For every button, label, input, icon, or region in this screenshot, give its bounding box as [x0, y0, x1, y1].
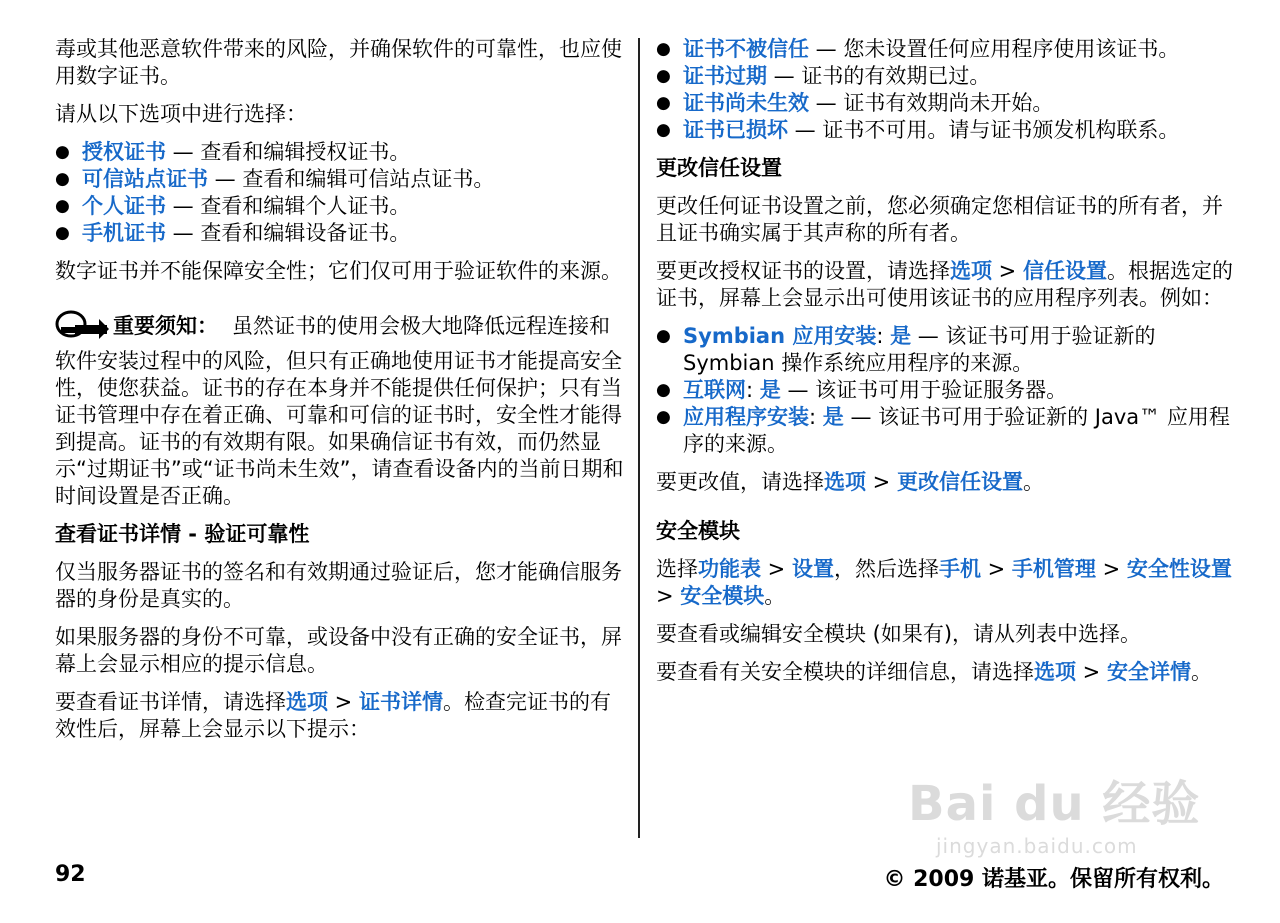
list-item: ● 个人证书 — 查看和编辑个人证书。	[55, 193, 625, 220]
module-edit-text: 要查看或编辑安全模块 (如果有)，请从列表中选择。	[656, 622, 1142, 646]
change-authority-text: 要更改授权证书的设置，请选择选项 > 信任设置。根据选定的证书，屏幕上会显示出可使用该证书的应用程序列表。例如：	[656, 259, 1233, 310]
menu-options[interactable]: 选项	[1034, 660, 1076, 684]
page-number: 92	[55, 862, 86, 887]
menu-options[interactable]: 选项	[824, 470, 866, 494]
certificate-status-list	[656, 36, 1236, 144]
note-text: 虽然证书的使用会极大地降低远程连接和软件安装过程中的风险，但只有正确地使用证书才能提高安全性，使您获益。证书的存在本身并不能提供任何保护；只有当证书管理中存在着正确、可靠和可信的证书时，安全性才能得到提高。证书的有效期有限。如果确信证书有效，而仍然显示“过期证书”或“证书尚未生效”，请查看设备内的当前日期和时间设置是否正确。	[55, 314, 624, 508]
status-not-trusted: 证书不被信任	[683, 37, 809, 61]
app-install: 应用程序安装	[683, 405, 809, 429]
server-verify-text: 仅当服务器证书的签名和有效期通过验证后，您才能确信服务器的身份是真实的。	[55, 560, 622, 611]
list-item: ● 应用程序安装: 是 — 该证书可用于验证新的 Java™ 应用程序的来源。	[656, 404, 1236, 458]
module-details-text: 要查看有关安全模块的详细信息，请选择选项 > 安全详情。	[656, 660, 1212, 684]
app-internet: 互联网	[683, 378, 746, 402]
menu-trust-settings[interactable]: 信任设置	[1022, 259, 1107, 283]
list-item: ● 互联网: 是 — 该证书可用于验证服务器。	[656, 377, 1236, 404]
list-item: ● 证书尚未生效 — 证书有效期尚未开始。	[656, 90, 1236, 117]
option-trusted-site-certs[interactable]: 可信站点证书	[82, 167, 208, 191]
heading-security-module: 安全模块	[656, 519, 740, 543]
option-phone-certs[interactable]: 手机证书	[82, 221, 166, 245]
status-corrupted: 证书已损坏	[683, 118, 788, 142]
menu-phone[interactable]: 手机	[938, 557, 981, 581]
list-item: ● 可信站点证书 — 查看和编辑可信站点证书。	[55, 166, 625, 193]
module-path-text: 选择功能表 > 设置，然后选择手机 > 手机管理 > 安全性设置 > 安全模块。	[656, 557, 1232, 608]
list-item: ● Symbian 应用安装: 是 — 该证书可用于验证新的 Symbian 操作系统应用程序的来源。	[656, 323, 1236, 377]
certificate-options-list	[55, 139, 625, 247]
heading-cert-details: 查看证书详情 - 验证可靠性	[55, 522, 310, 546]
status-expired: 证书过期	[683, 64, 767, 88]
app-symbian-install: Symbian 应用安装	[683, 324, 877, 348]
important-note	[55, 307, 625, 510]
menu-security-module[interactable]: 安全模块	[680, 584, 765, 608]
copyright: © 2009 诺基亚。保留所有权利。	[883, 867, 1224, 892]
menu-security-details[interactable]: 安全详情	[1106, 660, 1191, 684]
column-divider	[638, 38, 640, 838]
note-hand-icon	[55, 307, 111, 348]
app-value-yes: 是	[759, 378, 781, 402]
list-item: ● 授权证书 — 查看和编辑授权证书。	[55, 139, 625, 166]
left-column	[55, 36, 625, 754]
list-item: ● 手机证书 — 查看和编辑设备证书。	[55, 220, 625, 247]
watermark-url: jingyan.baidu.com	[936, 834, 1138, 858]
trust-intro-text: 更改任何证书设置之前，您必须确定您相信证书的所有者，并且证书确实属于其声称的所有者。	[656, 194, 1223, 245]
watermark-logo: Bai du 经验	[908, 776, 1201, 832]
heading-trust-settings: 更改信任设置	[656, 156, 782, 180]
security-text: 数字证书并不能保障安全性；它们仅可用于验证软件的来源。	[55, 259, 622, 283]
menu-cert-details[interactable]: 证书详情	[358, 690, 443, 714]
menu-function[interactable]: 功能表	[698, 557, 761, 581]
menu-security-settings[interactable]: 安全性设置	[1126, 557, 1232, 581]
app-value-yes: 是	[822, 405, 844, 429]
choose-prompt: 请从以下选项中进行选择：	[55, 102, 307, 126]
intro-text: 毒或其他恶意软件带来的风险，并确保软件的可靠性，也应使用数字证书。	[55, 37, 622, 88]
menu-options[interactable]: 选项	[950, 259, 992, 283]
menu-settings[interactable]: 设置	[791, 557, 834, 581]
option-authority-certs[interactable]: 授权证书	[82, 140, 166, 164]
view-details-text: 要查看证书详情，请选择选项 > 证书详情。检查完证书的有效性后，屏幕上会显示以下提示：	[55, 690, 611, 741]
note-label: 重要须知：	[113, 314, 218, 338]
menu-options[interactable]: 选项	[286, 690, 328, 714]
menu-phone-management[interactable]: 手机管理	[1011, 557, 1096, 581]
list-item: ● 证书不被信任 — 您未设置任何应用程序使用该证书。	[656, 36, 1236, 63]
list-item: ● 证书过期 — 证书的有效期已过。	[656, 63, 1236, 90]
app-value-yes: 是	[890, 324, 912, 348]
list-item: ● 证书已损坏 — 证书不可用。请与证书颁发机构联系。	[656, 117, 1236, 144]
server-warning-text: 如果服务器的身份不可靠，或设备中没有正确的安全证书，屏幕上会显示相应的提示信息。	[55, 625, 622, 676]
option-personal-certs[interactable]: 个人证书	[82, 194, 166, 218]
application-list	[656, 323, 1236, 458]
baidu-watermark	[908, 765, 1200, 858]
menu-change-trust[interactable]: 更改信任设置	[896, 470, 1023, 494]
change-value-text: 要更改值，请选择选项 > 更改信任设置。	[656, 470, 1044, 494]
status-not-yet-valid: 证书尚未生效	[683, 91, 809, 115]
right-column	[656, 36, 1236, 697]
